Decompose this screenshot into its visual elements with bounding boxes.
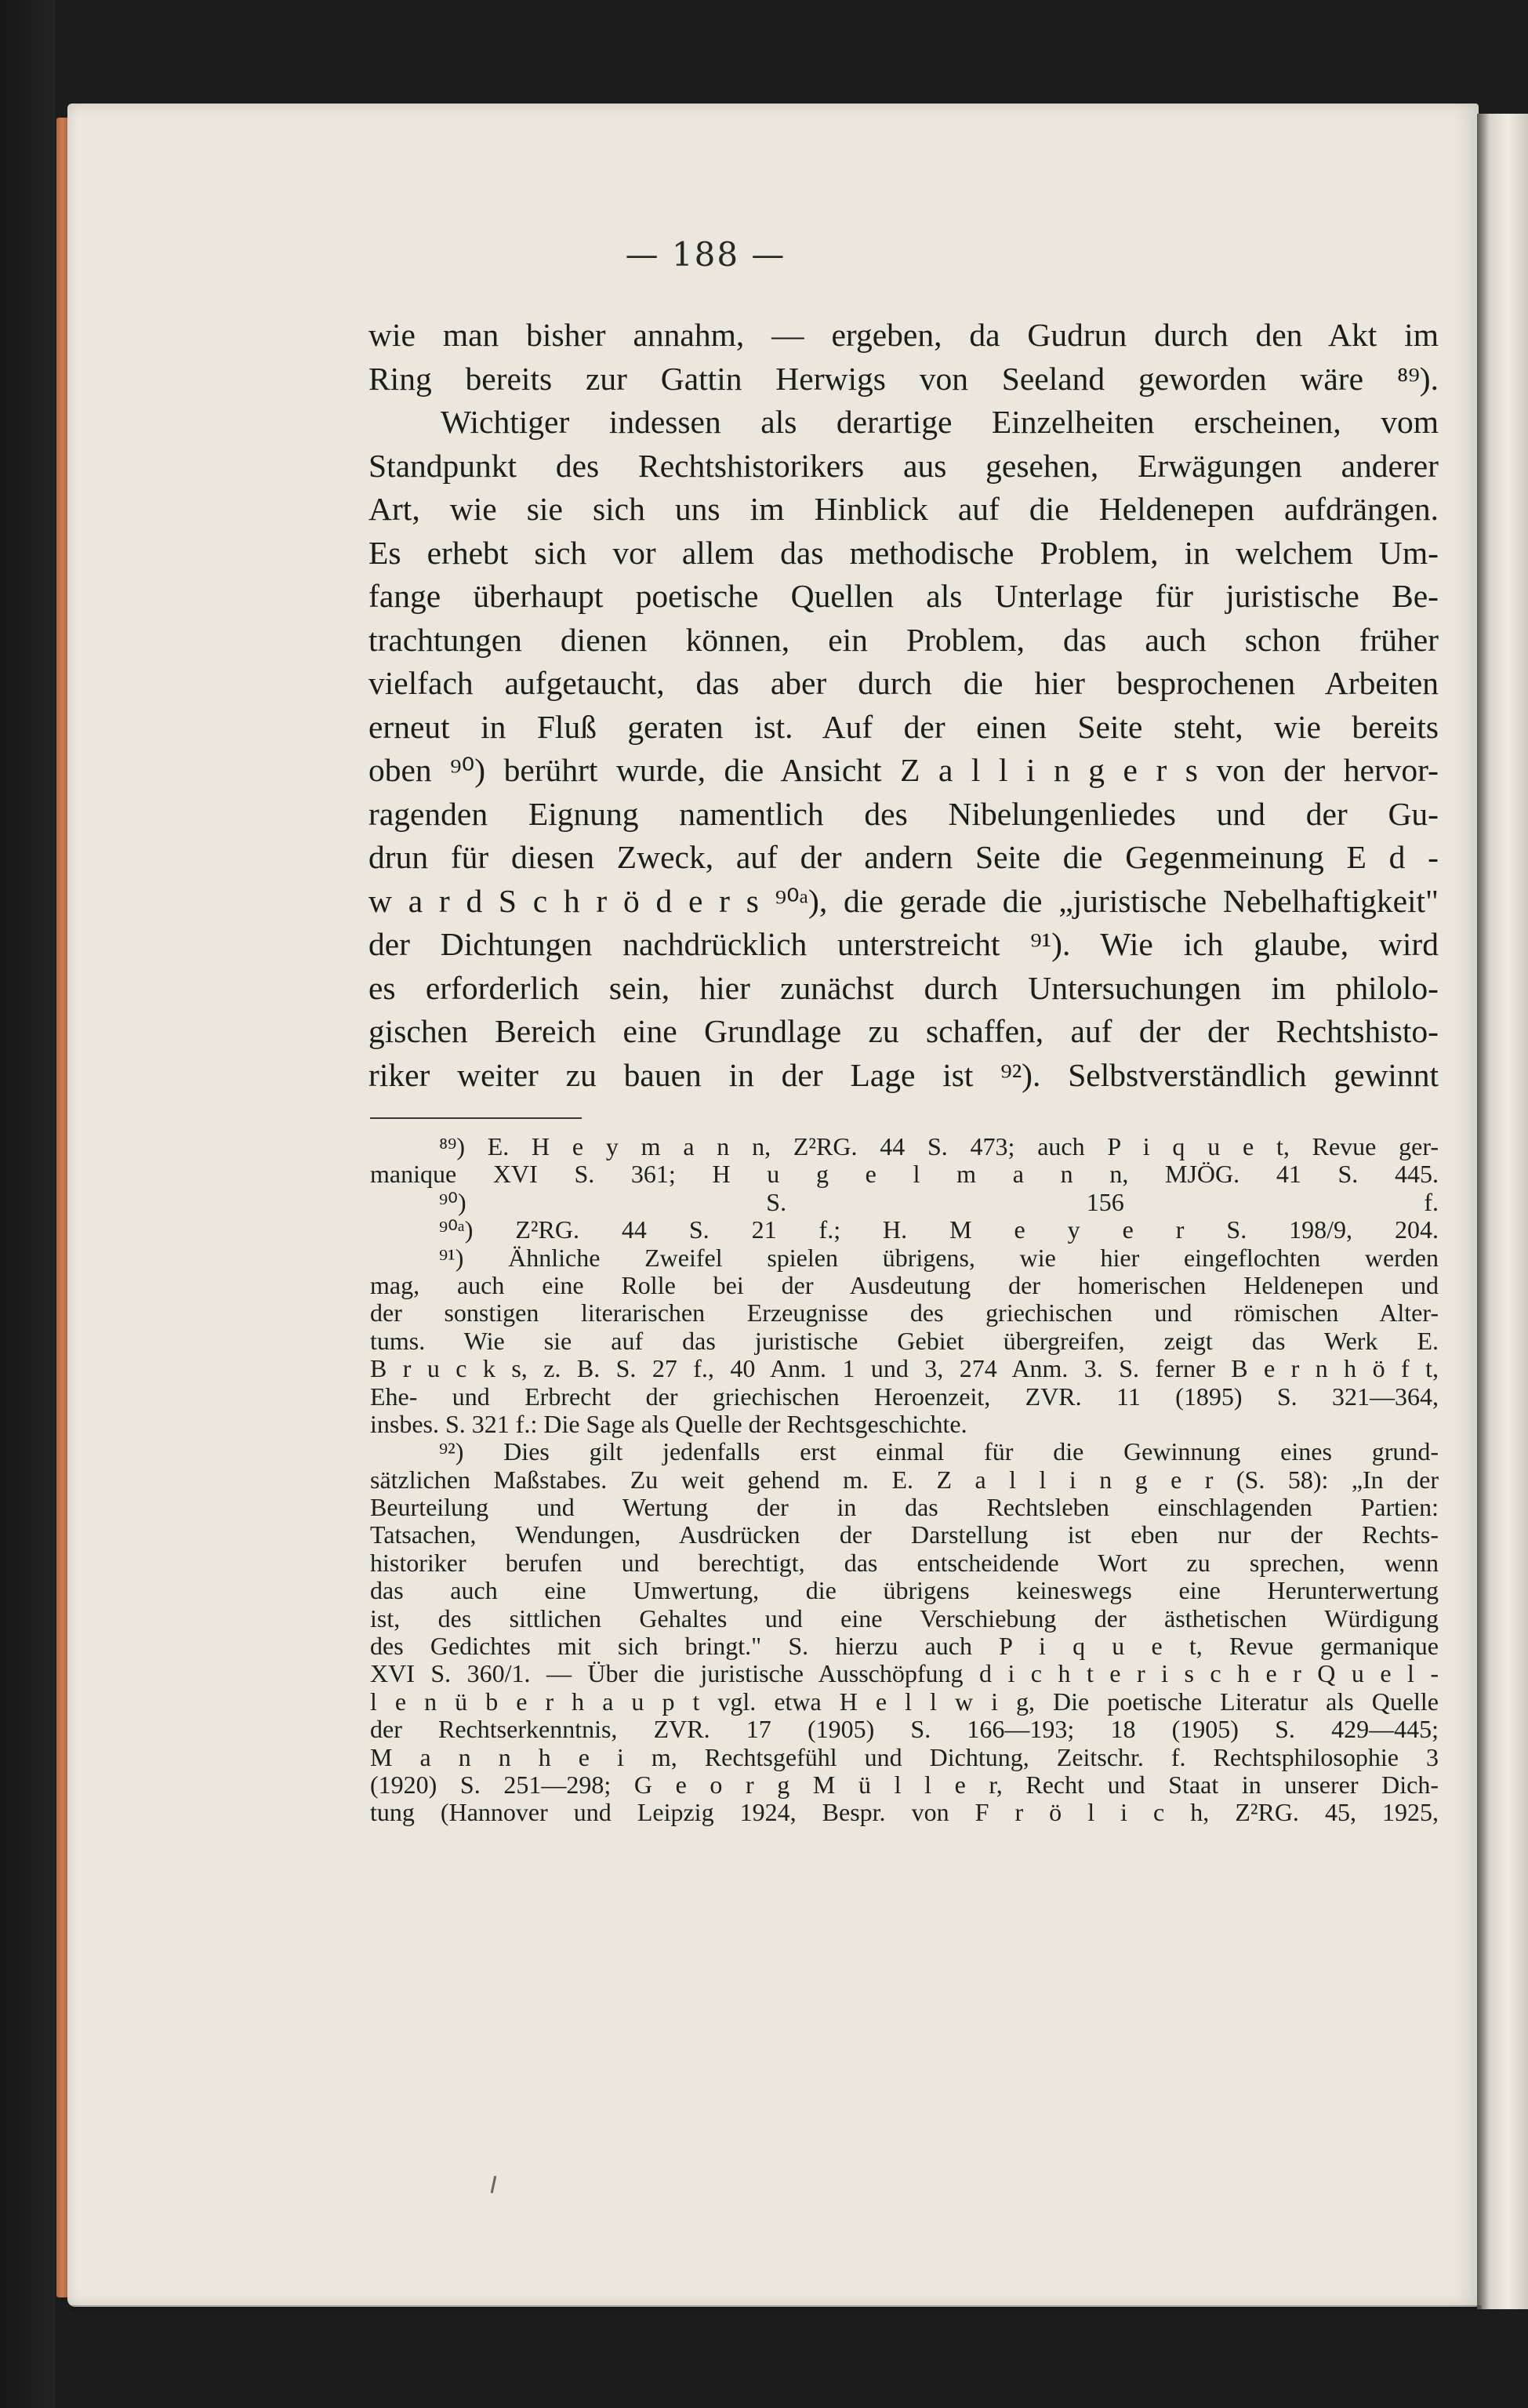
footnote-line: ist, des sittlichen Gehaltes und eine Verschiebung der ästhetischen Würdigung (370, 1604, 1439, 1633)
body-line: w a r d S c h r ö d e r s ⁹⁰ᵃ), die gerade die „juristische Nebelhaftigkeit" (368, 882, 1439, 919)
body-line: Wichtiger indessen als derartige Einzelheiten erscheinen, vom (441, 404, 1439, 440)
body-line: vielfach aufgetaucht, das aber durch die hier besprochenen Arbeiten (368, 665, 1439, 701)
footnote-line: mag, auch eine Rolle bei der Ausdeutung der homerischen Heldenepen und (370, 1271, 1439, 1299)
body-line: oben ⁹⁰) berührt wurde, die Ansicht Z a l l i n g e r s von der hervor- (368, 752, 1439, 788)
footnote-line: manique XVI S. 361; H u g e l m a n n, MJÖG. 41 S. 445. (370, 1160, 1439, 1189)
body-line: Standpunkt des Rechtshistorikers aus gesehen, Erwägungen anderer (368, 447, 1439, 484)
page-stack-edge (1477, 114, 1528, 2309)
footnote-line: XVI S. 360/1. — Über die juristische Ausschöpfung d i c h t e r i s c h e r Q u e l - (370, 1660, 1439, 1688)
body-line: fange überhaupt poetische Quellen als Unterlage für juristische Be- (368, 578, 1439, 614)
footnote-line: des Gedichtes mit sich bringt." S. hierzu auch P i q u e t, Revue germanique (370, 1633, 1439, 1661)
footnote-line: Ehe- und Erbrecht der griechischen Heroenzeit, ZVR. 11 (1895) S. 321—364, (370, 1382, 1439, 1411)
footnote-line: tung (Hannover und Leipzig 1924, Bespr. von F r ö l i c h, Z²RG. 45, 1925, (370, 1799, 1439, 1827)
footnote-line: ⁹⁰) S. 156 f. (439, 1188, 1439, 1216)
footnote-line: ⁹⁰ᵃ) Z²RG. 44 S. 21 f.; H. M e y e r S. 198/9, 204. (439, 1216, 1439, 1244)
footnote-line: l e n ü b e r h a u p t vgl. etwa H e l l w i g, Die poetische Literatur als Quelle (370, 1687, 1439, 1716)
body-line: gischen Bereich eine Grundlage zu schaffen, auf der der Rechtshisto- (368, 1013, 1439, 1049)
footnote-line: das auch eine Umwertung, die übrigens keineswegs eine Herunterwertung (370, 1577, 1439, 1605)
body-line: wie man bisher annahm, — ergeben, da Gudrun durch den Akt im (368, 317, 1439, 353)
body-line: riker weiter zu bauen in der Lage ist ⁹²). Selbstverständlich gewinnt (368, 1056, 1439, 1093)
footnote-line: historiker berufen und berechtigt, das entscheidende Wort zu sprechen, wenn (370, 1549, 1439, 1577)
footnote-line: sätzlichen Maßstabes. Zu weit gehend m. E. Z a l l i n g e r (S. 58): „In der (370, 1466, 1439, 1494)
body-line: Art, wie sie sich uns im Hinblick auf die Heldenepen aufdrängen. (368, 491, 1439, 527)
footnote-line: tums. Wie sie auf das juristische Gebiet übergreifen, zeigt das Werk E. (370, 1327, 1439, 1355)
body-line: Ring bereits zur Gattin Herwigs von Seeland geworden wäre ⁸⁹). (368, 360, 1439, 397)
body-line: erneut in Fluß geraten ist. Auf der einen Seite steht, wie bereits (368, 708, 1439, 745)
footnote-line: B r u c k s, z. B. S. 27 f., 40 Anm. 1 und 3, 274 Anm. 3. S. ferner B e r n h ö f t, (370, 1355, 1439, 1383)
footnote-line: ⁹²) Dies gilt jedenfalls erst einmal für die Gewinnung eines grund- (439, 1438, 1439, 1466)
footnote-separator (370, 1117, 582, 1119)
footnote-line: Beurteilung und Wertung der in das Rechtsleben einschlagenden Partien: (370, 1494, 1439, 1522)
background-dark (0, 0, 55, 2408)
footnote-line: ⁸⁹) E. H e y m a n n, Z²RG. 44 S. 473; auch P i q u e t, Revue ger- (439, 1133, 1439, 1160)
page-number: — 188 — (625, 235, 786, 274)
page-shadow (71, 2305, 1482, 2315)
footnotes (370, 1133, 1439, 1827)
footnote-line: der sonstigen literarischen Erzeugnisse des griechischen und römischen Alter- (370, 1299, 1439, 1327)
body-line: es erforderlich sein, hier zunächst durch Untersuchungen im philolo- (368, 969, 1439, 1006)
body-line: ragenden Eignung namentlich des Nibelungenliedes und der Gu- (368, 795, 1439, 832)
footnote-line: M a n n h e i m, Rechtsgefühl und Dichtung, Zeitschr. f. Rechtsphilosophie 3 (370, 1743, 1439, 1771)
body-line: Es erhebt sich vor allem das methodische Problem, in welchem Um- (368, 534, 1439, 571)
footnote-line: ⁹¹) Ähnliche Zweifel spielen übrigens, wie hier eingeflochten werden (439, 1244, 1439, 1272)
footnote-line: Tatsachen, Wendungen, Ausdrücken der Darstellung ist eben nur der Rechts- (370, 1521, 1439, 1549)
body-line: drun für diesen Zweck, auf der andern Seite die Gegenmeinung E d - (368, 839, 1439, 875)
body-line: trachtungen dienen können, ein Problem, das auch schon früher (368, 621, 1439, 658)
body-line: der Dichtungen nachdrücklich unterstreicht ⁹¹). Wie ich glaube, wird (368, 926, 1439, 962)
footnote-line: (1920) S. 251—298; G e o r g M ü l l e r, Recht und Staat in unserer Dich- (370, 1771, 1439, 1799)
footnote-line: der Rechtserkenntnis, ZVR. 17 (1905) S. 166—193; 18 (1905) S. 429—445; (370, 1716, 1439, 1744)
main-text (368, 314, 1439, 1097)
footnote-line: insbes. S. 321 f.: Die Sage als Quelle der Rechtsgeschichte. (370, 1410, 967, 1438)
